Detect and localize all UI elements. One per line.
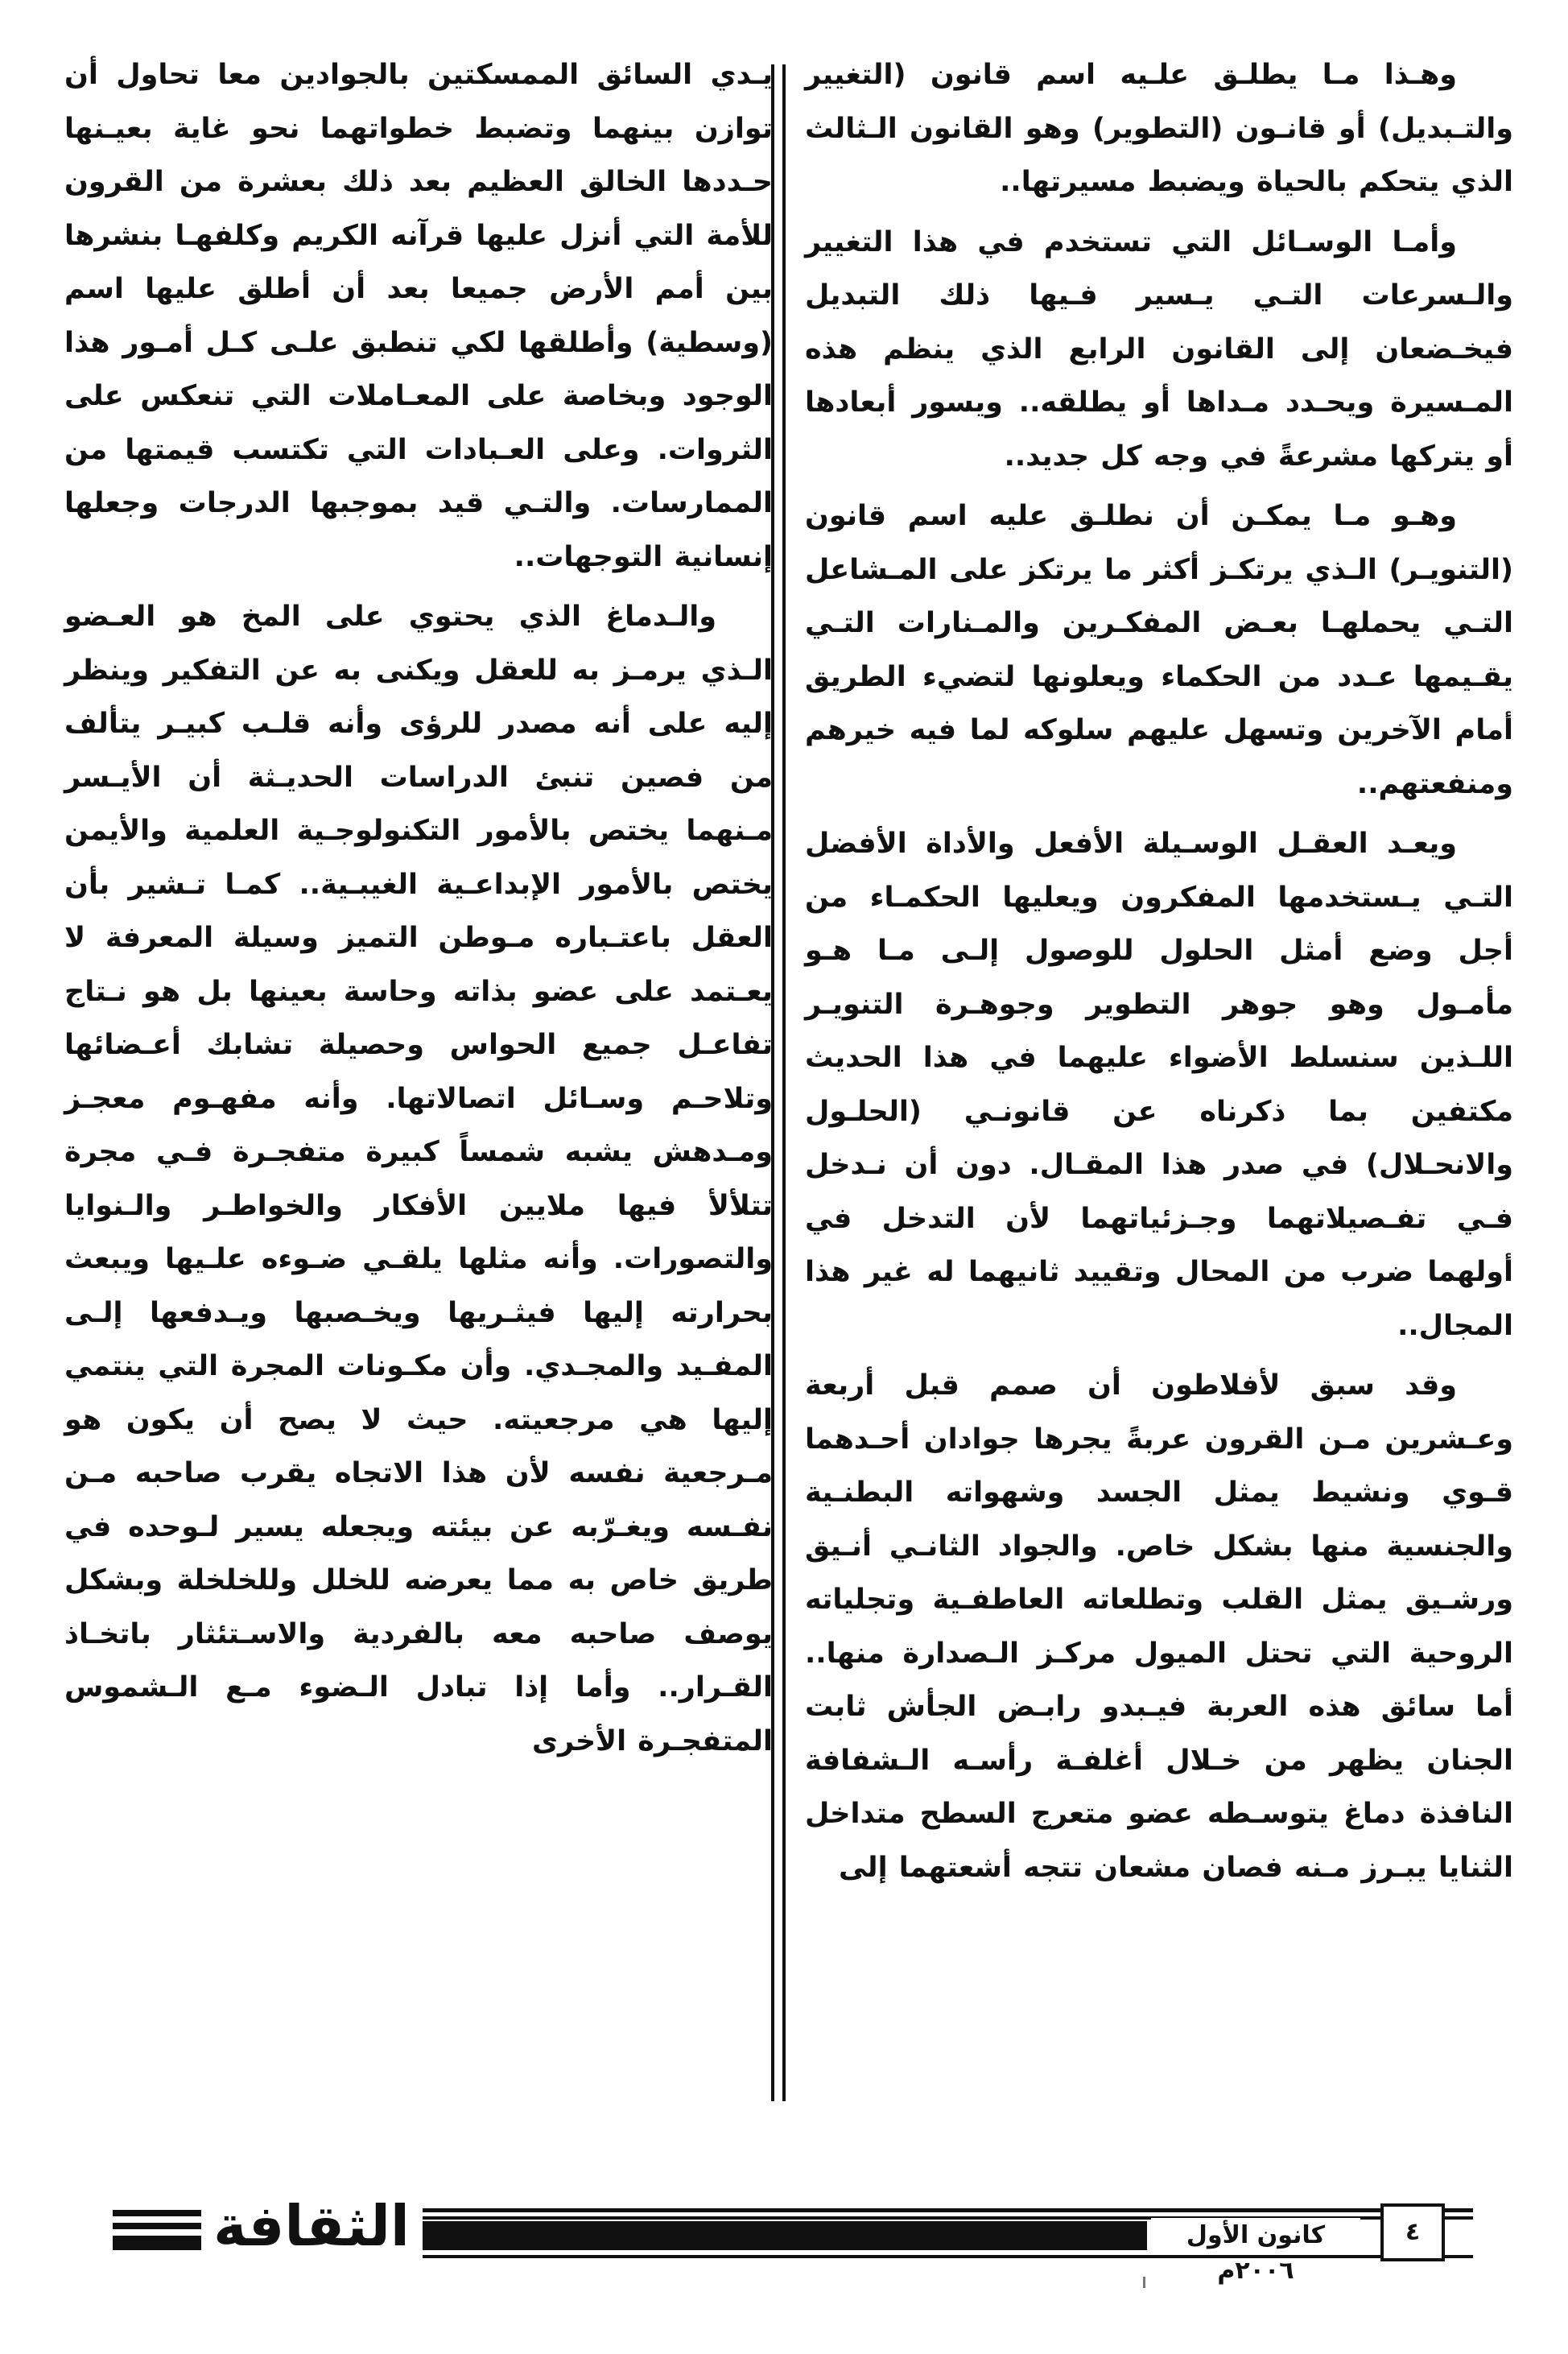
scan-mark [1143, 2277, 1145, 2288]
paragraph: وأمـا الوسـائل التي تستخدم في هذا التغيير والـسرعات التـي يـسير فـيها ذلك التبديل فيخـضعان إلى القانون الرابع الذي ينظم هذه المـسيرة ويحـدد مـداها أو يطلقه.. ويسور أبعادها أو يتركها مشرعةً في وجه كل جديد.. [805, 225, 1513, 473]
page-footer [113, 2186, 1473, 2285]
page-number: ٤ [1380, 2203, 1445, 2261]
magazine-title: الثقافة [213, 2193, 410, 2259]
paragraph: ويعـد العقـل الوسـيلة الأفعل والأداة الأفضل التـي يـستخدمها المفكرون ويعليها الحكمـاء من أجل وضع أمثل الحلول للوصول إلـى مـا هـو مأمـول وهو جوهر التطوير وجوهـرة التنويـر اللـذين سنسلط الأضواء عليهما في هذا الحديث مكتفين بما ذكرناه عن قانونـي (الحلـول والانحـلال) في صدر هذا المقـال. دون أن نـدخل فـي تفـصيلاتهما وجـزئياتهما لأن التدخل في أولهما ضرب من المحال وتقييد ثانيهما له غير هذا المجال.. [805, 828, 1513, 1342]
article-column-right [805, 48, 1513, 1901]
issue-date: كانون الأول ٢٠٠٦م [1151, 2218, 1360, 2253]
footer-bars-icon [113, 2210, 201, 2250]
paragraph: وقد سبق لأفلاطون أن صمم قبل أربعة وعـشرين مـن القرون عربةً يجرها جوادان أحـدهما قـوي ونشيط يمثل الجسد وشهواته البطنـية والجنسية منها بشكل خاص. والجواد الثانـي أنـيق ورشـيق يمثل القلب وتطلعاته العاطفـية وتجلياته الروحية التي تحتل الميول مركـز الـصدارة منها.. أما سائق هذه العربة فيـبدو رابـض الجأش ثابت الجنان يظهر من خـلال أغلفـة رأسـه الـشفافة النافذة دماغ يتوسـطه عضو متعرج السطح متداخل الثنايا يبـرز مـنه فصان مشعان تتجه أشعتهما إلى [805, 1369, 1513, 1884]
paragraph: وهـو مـا يمكـن أن نطلـق عليه اسم قانون (التنويـر) الـذي يرتكـز أكثر ما يرتكز على المـشاعل التـي يحملهـا بعـض المفكـرين والمـنارات التـي يقـيمها عـدد من الحكماء ويعلونها لتضيء الطريق أمام الآخرين وتسهل عليهم سلوكه لما فيه خيرهم ومنفعتهم.. [805, 500, 1513, 800]
separator-rule [782, 64, 786, 2101]
paragraph: وهـذا مـا يطلـق علـيه اسم قانون (التغيير والتـبديل) أو قانـون (التطوير) وهو القانون الـثالث الذي يتحكم بالحياة ويضبط مسيرتها.. [805, 59, 1513, 198]
column-separator [771, 64, 789, 2101]
paragraph: والـدماغ الذي يحتوي على المخ هو العـضو الـذي يرمـز به للعقل ويكنى به عن التفكير وينظر إليه على أنه مصدر للرؤى وأنه قلـب كبيـر يتألف من فصين تنبئ الدراسات الحديـثة أن الأيـسر مـنهما يختص بالأمور التكنولوجـية العلمية والأيمن يختص بالأمور الإبداعـية الغيبـية.. كمـا تـشير بأن العقل باعتـباره مـوطن التميز وسيلة المعرفة لا يعـتمد على عضو بذاته وحاسة بعينها بل هو نـتاج تفاعـل جميع الحواس وحصيلة تشابك أعـضائها وتلاحـم وسـائل اتصالاتها. وأنه مفهـوم معجـز ومـدهش يشبه شمساً كبيرة متفجـرة فـي مجرة تتلألأ فيها ملايين الأفكار والخواطـر والـنوايا والتصورات. وأنه مثلها يلقـي ضـوءه علـيها ويبعث بحرارته إليها فيثـريها ويخـصبها ويـدفعها إلـى المفـيد والمجـدي. وأن مكـونات المجرة التي ينتمي إليها هي مرجعيته. حيث لا يصح أن يكون هو مـرجعية نفسه لأن هذا الاتجاه يقرب صاحبه مـن نفـسه ويغـرّبه عن بيئته ويجعله يسير لـوحده في طريق خاص به مما يعرضه للخلل وللخلخلة وبشكل يوصف صاحبه معه بالفردية والاسـتئثار باتخـاذ القـرار.. وأما إذا تبادل الـضوء مـع الـشموس المتفجـرة الأخرى [64, 601, 773, 1757]
footer-date-bar [423, 2221, 1147, 2250]
paragraph: يـدي السائق الممسكتين بالجوادين معا تحاول أن توازن بينهما وتضبط خطواتهما نحو غاية بعيـنها حـددها الخالق العظيم بعد ذلك بعشرة من القرون للأمة التي أنزل عليها قرآنه الكريم وكلفهـا بنشرها بين أمم الأرض جميعا بعد أن أطلق عليها اسم (وسطية) وأطلقها لكي تنطبق علـى كـل أمـور هذا الوجود وبخاصة على المعـاملات التي تنعكس على الثروات. وعلى العـبادات التي تكتسب قيمتها من الممارسات. والتـي قيد بموجبها الدرجات وجعلها إنسانية التوجهات.. [64, 59, 773, 573]
article-column-left [64, 48, 773, 1774]
